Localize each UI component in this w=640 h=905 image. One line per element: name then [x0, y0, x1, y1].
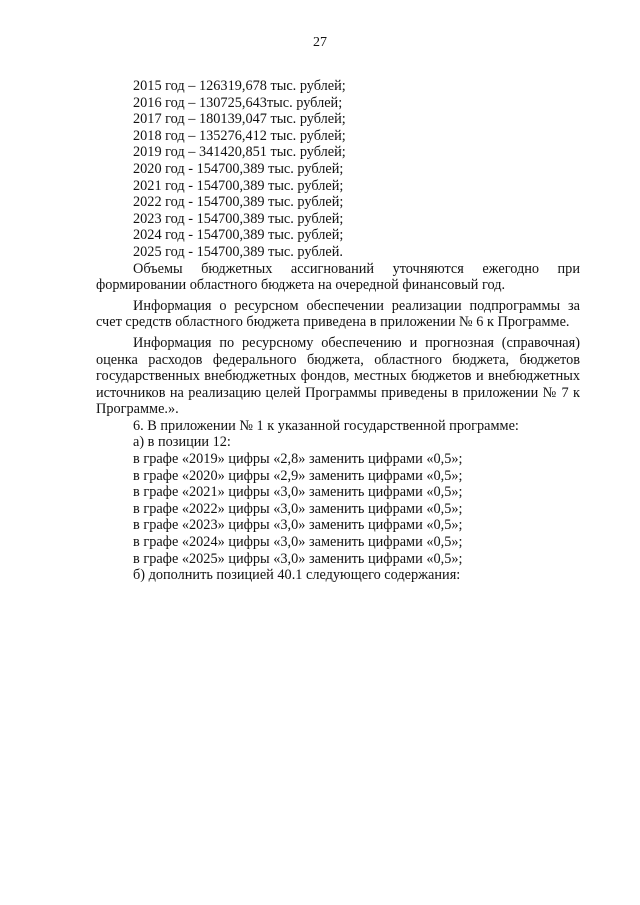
paragraph-resource-info-appendix-7: Информация по ресурсному обеспечению и прогнозная (справочная) оценка расходов федерального бюджета, областного бюджета, бюджетов государственных внебюджетных фондов, местных бюджетов и внебюджетных источников на реализацию целей Программы приведены в приложении № 7 к Программе.».: [96, 334, 580, 418]
budget-allocation-list: [96, 78, 580, 261]
amendment-item: в графе «2024» цифры «3,0» заменить цифрами «0,5»;: [133, 534, 463, 551]
paragraph-resource-info-appendix-6: Информация о ресурсном обеспечении реализации подпрограммы за счет средств областного бюджета приведена в приложении № 6 к Программе.: [96, 297, 580, 331]
budget-year-line: 2023 год - 154700,389 тыс. рублей;: [133, 210, 344, 227]
budget-year-line: 2017 год – 180139,047 тыс. рублей;: [133, 111, 346, 128]
amendment-item: в графе «2019» цифры «2,8» заменить цифрами «0,5»;: [133, 451, 463, 468]
budget-year-line: 2016 год – 130725,643тыс. рублей;: [133, 94, 343, 111]
document-body: [96, 78, 580, 584]
amendment-item: в графе «2022» цифры «3,0» заменить цифрами «0,5»;: [133, 500, 463, 517]
page-number: 27: [313, 35, 327, 50]
paragraph-appendix-1-amendment: 6. В приложении № 1 к указанной государственной программе:: [133, 417, 519, 434]
amendment-item: б) дополнить позицией 40.1 следующего содержания:: [133, 567, 461, 584]
amendment-list: [96, 434, 580, 583]
budget-year-line: 2018 год – 135276,412 тыс. рублей;: [133, 127, 346, 144]
amendment-item: в графе «2020» цифры «2,9» заменить цифрами «0,5»;: [133, 467, 463, 484]
budget-year-line: 2015 год – 126319,678 тыс. рублей;: [133, 78, 346, 94]
amendment-item: в графе «2021» цифры «3,0» заменить цифрами «0,5»;: [133, 484, 463, 501]
amendment-item: а) в позиции 12:: [133, 434, 231, 451]
budget-year-line: 2020 год - 154700,389 тыс. рублей;: [133, 160, 344, 177]
budget-year-line: 2022 год - 154700,389 тыс. рублей;: [133, 194, 344, 211]
budget-year-line: 2019 год – 341420,851 тыс. рублей;: [133, 144, 346, 161]
paragraph-budget-adjustment: Объемы бюджетных ассигнований уточняются ежегодно при формировании областного бюджета на очередной финансовый год.: [96, 260, 580, 294]
budget-year-line: 2024 год - 154700,389 тыс. рублей;: [133, 227, 344, 244]
budget-year-line: 2021 год - 154700,389 тыс. рублей;: [133, 177, 344, 194]
amendment-item: в графе «2025» цифры «3,0» заменить цифрами «0,5»;: [133, 550, 463, 567]
budget-year-line: 2025 год - 154700,389 тыс. рублей.: [133, 243, 343, 260]
amendment-item: в графе «2023» цифры «3,0» заменить цифрами «0,5»;: [133, 517, 463, 534]
